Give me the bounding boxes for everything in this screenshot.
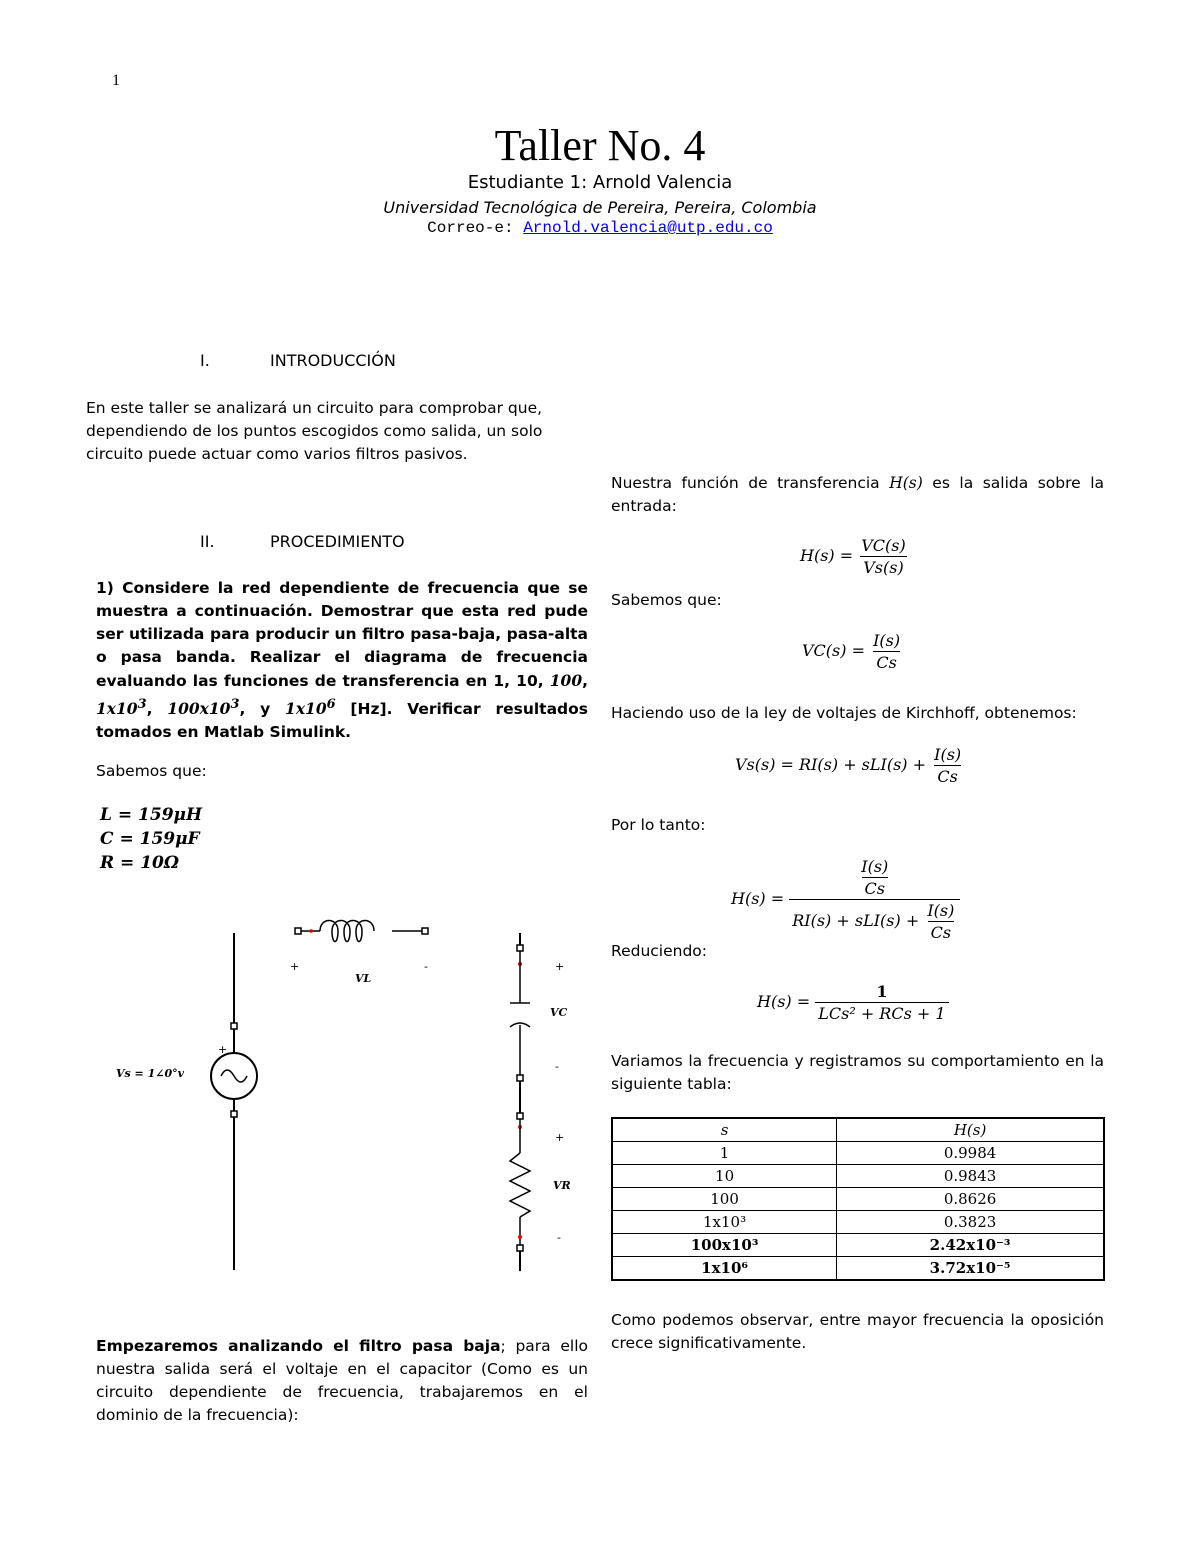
vl-label: VL — [355, 972, 372, 985]
vr-plus: + — [555, 1131, 565, 1144]
table-row — [612, 1257, 1104, 1281]
equation-kvl — [735, 745, 964, 786]
table-header-row — [612, 1118, 1104, 1142]
denominator: Cs — [934, 765, 960, 786]
vr-minus: - — [557, 1231, 561, 1244]
eq-lhs: VC(s) = — [802, 641, 865, 660]
node-dot — [518, 1235, 522, 1239]
section-heading-procedure — [200, 532, 405, 551]
tf-intro — [611, 472, 1104, 518]
vc-minus: - — [555, 1060, 559, 1073]
table-row — [612, 1234, 1104, 1257]
section-title: PROCEDIMIENTO — [270, 532, 405, 551]
cell-h: 0.9843 — [837, 1165, 1104, 1188]
fraction — [870, 631, 903, 672]
email-link[interactable]: Arnold.valencia@utp.edu.co — [523, 219, 773, 237]
problem-suffix: [Hz]. Verificar resultados tomados en Matlab Simulink. — [96, 700, 589, 742]
circuit-diagram — [100, 915, 580, 1275]
terminal — [231, 1023, 237, 1029]
kirchhoff-text: Haciendo uso de la ley de voltajes de Kirchhoff, obtenemos: — [611, 704, 1077, 722]
cell-h: 0.8626 — [837, 1188, 1104, 1211]
reduciendo: Reduciendo: — [611, 942, 708, 960]
conclusion: Como podemos observar, entre mayor frecuencia la oposición crece significativamente. — [611, 1311, 1104, 1352]
vl-minus: - — [424, 960, 428, 973]
sine-icon — [221, 1070, 247, 1082]
node-dot — [309, 929, 313, 933]
eq-lhs: Vs(s) = RI(s) + sLI(s) + — [735, 755, 927, 774]
fraction — [858, 536, 909, 577]
lowpass-rest: ; para ello nuestra salida será el voltaje en el capacitor (Como es un circuito dependiente de frecuencia, trabajaremos en el dominio de la frecuencia): — [96, 1337, 588, 1424]
vc-plus: + — [555, 960, 565, 973]
table-row — [612, 1211, 1104, 1234]
table-row — [612, 1165, 1104, 1188]
cell-s: 100 — [612, 1188, 837, 1211]
intro-paragraph: En este taller se analizará un circuito para comprobar que, dependiendo de los puntos escogidos como salida, un solo circuito puede actuar como varios filtros pasivos. — [86, 399, 543, 463]
denominator — [789, 899, 960, 942]
cell-s: 100x10³ — [612, 1234, 837, 1257]
source-plus: + — [218, 1043, 228, 1056]
denominator: Cs — [873, 651, 899, 672]
email-label: Correo-e: — [427, 219, 514, 237]
freq-100e3: $100x10^3$ — [167, 697, 240, 719]
cell-s: 1x10³ — [612, 1211, 837, 1234]
freq-1e3: $1x10^3$ — [96, 697, 147, 719]
problem-statement: 1) Considere la red dependiente de frecuencia que se muestra a continuación. Demostrar que esta red pude ser utilizada para producir un filtro pasa-baja, pasa-alta o pasa banda. Realizar el diagrama de frecuencia evaluando las funciones de transferencia en 1, 10, 100, $1x10^3$, $100x10^3$, y $1x10^6$ [Hz]. Verificar resultados tomados en Matlab Simulink. — [96, 579, 589, 742]
denominator: Cs — [928, 921, 954, 942]
terminal — [517, 1245, 523, 1251]
den-text: RI(s) + sLI(s) + — [792, 911, 920, 930]
variamos-text: Variamos la frecuencia y registramos su comportamiento en la siguiente tabla: — [611, 1052, 1104, 1093]
tf-intro-b: es la salida sobre la entrada: — [611, 474, 1105, 515]
terminal — [517, 945, 523, 951]
numerator: I(s) — [934, 745, 962, 764]
problem-y: y — [260, 700, 271, 719]
resistor-icon — [510, 1153, 530, 1217]
fraction-inner — [924, 901, 957, 942]
freq-100: 100 — [549, 671, 583, 690]
terminal — [422, 928, 428, 934]
sabemos-right: Sabemos que: — [611, 591, 722, 609]
numerator — [855, 857, 894, 899]
inductor-icon — [320, 921, 374, 942]
vr-label: VR — [553, 1179, 571, 1192]
cell-s: 1x10⁶ — [612, 1257, 837, 1281]
table-row — [612, 1188, 1104, 1211]
equation-h-full — [731, 857, 960, 942]
table-row — [612, 1142, 1104, 1165]
fraction-inner — [858, 857, 891, 898]
tf-symbol: H(s) — [889, 474, 923, 492]
cell-h: 0.9984 — [837, 1142, 1104, 1165]
fraction — [931, 745, 964, 786]
section-title: INTRODUCCIÓN — [270, 351, 396, 370]
param-c: C = 159μF — [100, 829, 200, 849]
numerator: I(s) — [861, 857, 889, 876]
problem-text: 1) Considere la red dependiente de frecuencia que se muestra a continuación. Demostrar que esta red pude ser utilizada para producir un filtro pasa-baja, pasa-alta o pasa banda. Realizar el diagrama de frecuencia evaluando las funciones de transferencia en 1, 10, — [96, 579, 588, 690]
cell-s: 1 — [612, 1142, 837, 1165]
numerator: 1 — [876, 982, 888, 1001]
denominator: LCs² + RCs + 1 — [815, 1002, 948, 1023]
lowpass-bold: Empezaremos analizando el filtro pasa baja — [96, 1337, 501, 1355]
affiliation: Universidad Tecnológica de Pereira, Pereira, Colombia — [383, 198, 817, 217]
terminal — [231, 1111, 237, 1117]
section-heading-intro — [200, 351, 396, 370]
author-line: Estudiante 1: Arnold Valencia — [467, 172, 733, 193]
page-number: 1 — [112, 72, 120, 89]
eq-lhs: H(s) = — [800, 546, 854, 565]
cell-h: 2.42x10⁻³ — [837, 1234, 1104, 1257]
lowpass-paragraph — [96, 1335, 588, 1427]
numerator: VC(s) — [861, 536, 906, 555]
terminal — [517, 1113, 523, 1119]
cell-s: 10 — [612, 1165, 837, 1188]
terminal — [295, 928, 301, 934]
terminal — [517, 1075, 523, 1081]
eq-lhs: H(s) = — [757, 992, 811, 1011]
denominator: Vs(s) — [860, 556, 906, 577]
header-s: s — [612, 1118, 837, 1142]
sabemos-left: Sabemos que: — [96, 762, 207, 780]
source-label: Vs = 1∠0°v — [116, 1067, 185, 1080]
vc-label: VC — [550, 1006, 568, 1019]
cell-h: 0.3823 — [837, 1211, 1104, 1234]
numerator: I(s) — [927, 901, 955, 920]
por-lo-tanto: Por lo tanto: — [611, 816, 706, 834]
eq-lhs: H(s) = — [731, 889, 785, 908]
vl-plus: + — [290, 960, 300, 973]
email-line — [0, 219, 1200, 237]
tf-intro-a: Nuestra función de transferencia — [611, 474, 880, 492]
header-h: H(s) — [837, 1118, 1104, 1142]
param-l: L = 159μH — [100, 805, 203, 825]
denominator: Cs — [862, 877, 888, 898]
numerator: I(s) — [873, 631, 901, 650]
freq-1e6: $1x10^6$ — [285, 697, 336, 719]
section-number: II. — [200, 532, 215, 551]
fraction — [815, 982, 948, 1023]
equation-vc — [802, 631, 903, 672]
cell-h: 3.72x10⁻⁵ — [837, 1257, 1104, 1281]
equation-h-ratio — [800, 536, 909, 577]
results-table — [611, 1117, 1105, 1281]
page-title: Taller No. 4 — [494, 121, 706, 170]
fraction — [789, 857, 960, 942]
section-number: I. — [200, 351, 210, 370]
circuit-params — [100, 803, 202, 875]
equation-h-reduced — [757, 982, 949, 1023]
param-r: R = 10Ω — [100, 853, 179, 873]
